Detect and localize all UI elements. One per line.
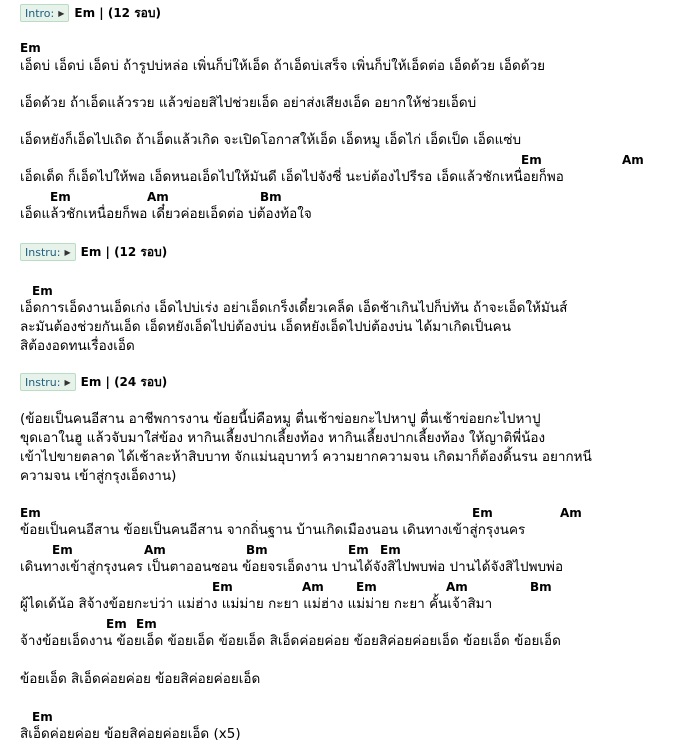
chord[interactable]: Em [32, 710, 53, 724]
instru-pattern: Em | (24 รอบ) [80, 374, 168, 389]
chord[interactable]: Em [20, 506, 41, 520]
lyric-line: ข้อยเอ็ด สิเอ็ดค่อยค่อย ข้อยสิค่อยค่อยเอ็ด [20, 671, 261, 687]
chord[interactable]: Em [212, 580, 233, 594]
lyric-line: เอ็ดบ่ เอ็ดบ่ เอ็ดบ่ ถ้ารูปบ่หล่อ เพิ่นก็บ่ให้เอ็ด ถ้าเอ็ดบ่เสร็จ เพิ่นก็บ่ให้เอ็ดต่อ เอ็ดด้วย เอ็ดด้วย [20, 58, 546, 74]
chord[interactable]: Am [560, 506, 582, 520]
instru-tag-button[interactable] [20, 243, 76, 261]
instru-section [20, 243, 167, 261]
play-triangle-icon: ▶ [64, 377, 71, 387]
chord[interactable]: Am [446, 580, 468, 594]
intro-tag-label: Intro: [25, 6, 55, 20]
chord[interactable]: Em [106, 617, 127, 631]
lyric-line: ผู้ไดเด้น้อ สิจ้างข้อยกะบ่ว่า แม่ฮ่าง แม่ม่าย กะยา แม่ฮ่าง แม่ม่าย กะยา คั้นเจ้าสิมา [20, 596, 493, 612]
chord[interactable]: Em [50, 190, 71, 204]
instru-pattern: Em | (12 รอบ) [80, 244, 168, 259]
instru-tag-button[interactable] [20, 373, 76, 391]
lyric-line: ขุดเอาในฮู แล้วจับมาใส่ข้อง หากินเลี้ยงปากเลี้ยงท้อง หากินเลี้ยงปากเลี้ยงท้อง ให้ญาติพี่น้อง [20, 430, 546, 446]
intro-section [20, 4, 161, 22]
lyric-line: เอ็ดหยังก็เอ็ดไปเถิด ถ้าเอ็ดแล้วเกิด จะเปิดโอกาสให้เอ็ด เอ็ดหมู เอ็ดไก่ เอ็ดเป็ด เอ็ดแซ่บ [20, 132, 522, 148]
lyric-line: เอ็ดแล้วชักเหนื่อยก็พอ เดี๋ยวค่อยเอ็ดต่อ บ่ต้องท้อใจ [20, 206, 312, 222]
intro-pattern: Em | (12 รอบ) [74, 5, 161, 20]
chord[interactable]: Em [32, 284, 53, 298]
chord[interactable]: Am [147, 190, 169, 204]
chord[interactable]: Em [472, 506, 493, 520]
chord[interactable]: Em [136, 617, 157, 631]
lyric-line: (ข้อยเป็นคนอีสาน อาชีพการงาน ข้อยนี้บ่คือหมู ตื่นเช้าข่อยกะไปหาปู ตื่นเช้าข่อยกะไปหาปู [20, 411, 541, 427]
chord[interactable]: Em [356, 580, 377, 594]
chord[interactable]: Am [622, 153, 644, 167]
chord[interactable]: Em [52, 543, 73, 557]
chord[interactable]: Em [348, 543, 369, 557]
instru-section [20, 373, 167, 391]
chord[interactable]: Am [302, 580, 324, 594]
chord[interactable]: Am [144, 543, 166, 557]
chord[interactable]: Em [521, 153, 542, 167]
lyric-line: จ้างข้อยเอ็ดงาน ข้อยเอ็ด ข้อยเอ็ด ข้อยเอ็ด สิเอ็ดค่อยค่อย ข้อยสิค่อยค่อยเอ็ด ข้อยเอ็ด ข้อยเอ็ด [20, 633, 561, 649]
lyric-line: ละมันต้องช่วยกันเอ็ด เอ็ดหยังเอ็ดไปบ่ต้องบ่น เอ็ดหยังเอ็ดไปบ่ต้องบ่น ได้มาเกิดเป็นคน [20, 319, 511, 335]
lyric-line: เดินทางเข้าสู่กรุงนคร เป็นตาออนซอน ข้อยจรเอ็ดงาน ปานได้จังสิไปพบพ่อ ปานได้จังสิไปพบพ่อ [20, 559, 564, 575]
lyric-line: สิเอ็ดค่อยค่อย ข้อยสิค่อยค่อยเอ็ด (x5) [20, 726, 241, 742]
instru-tag-label: Instru: [25, 245, 61, 259]
lyric-line: สิต้องอดทนเรื่องเอ็ด [20, 338, 135, 354]
lyric-line: เอ็ดเด็ด ก็เอ็ดไปให้พอ เอ็ดหนอเอ็ดไปให้มันดี เอ็ดไปจังซี่ นะบ่ต้องไปรีรอ เอ็ดแล้วชักเหนื่อยก็พอ [20, 169, 564, 185]
chord[interactable]: Bm [260, 190, 282, 204]
instru-tag-label: Instru: [25, 375, 61, 389]
lyric-line: เอ็ดการเอ็ดงานเอ็ดเก่ง เอ็ดไปบ่เร่ง อย่าเอ็ดเกร็งเดี๋ยวเคล็ด เอ็ดช้าเกินไปก็บ่ทัน ถ้าจะเอ็ดให้มันส์ [20, 300, 568, 316]
lyric-line: เอ็ดด้วย ถ้าเอ็ดแล้วรวย แล้วข่อยสิไปช่วยเอ็ด อย่าส่งเสียงเอ็ด อยากให้ช่วยเอ็ดบ่ [20, 95, 477, 111]
play-triangle-icon: ▶ [58, 8, 65, 18]
chord[interactable]: Bm [530, 580, 552, 594]
chord[interactable]: Bm [246, 543, 268, 557]
lyric-line: เข้าไปขายตลาด ได้เช้าละห้าสิบบาท จักแม่นอุบาทว์ ความยากความจน เกิดมาก็ต้องดิ้นรน อยากหนี [20, 449, 592, 465]
lyric-line: ข้อยเป็นคนอีสาน ข้อยเป็นคนอีสาน จากถิ่นฐาน บ้านเกิดเมืองนอน เดินทางเข้าสู่กรุงนคร [20, 522, 526, 538]
chord[interactable]: Em [380, 543, 401, 557]
play-triangle-icon: ▶ [64, 247, 71, 257]
lyric-line: ความจน เข้าสู่กรุงเอ็ดงาน) [20, 468, 177, 484]
chord[interactable]: Em [20, 41, 41, 55]
intro-tag-button[interactable] [20, 4, 69, 22]
